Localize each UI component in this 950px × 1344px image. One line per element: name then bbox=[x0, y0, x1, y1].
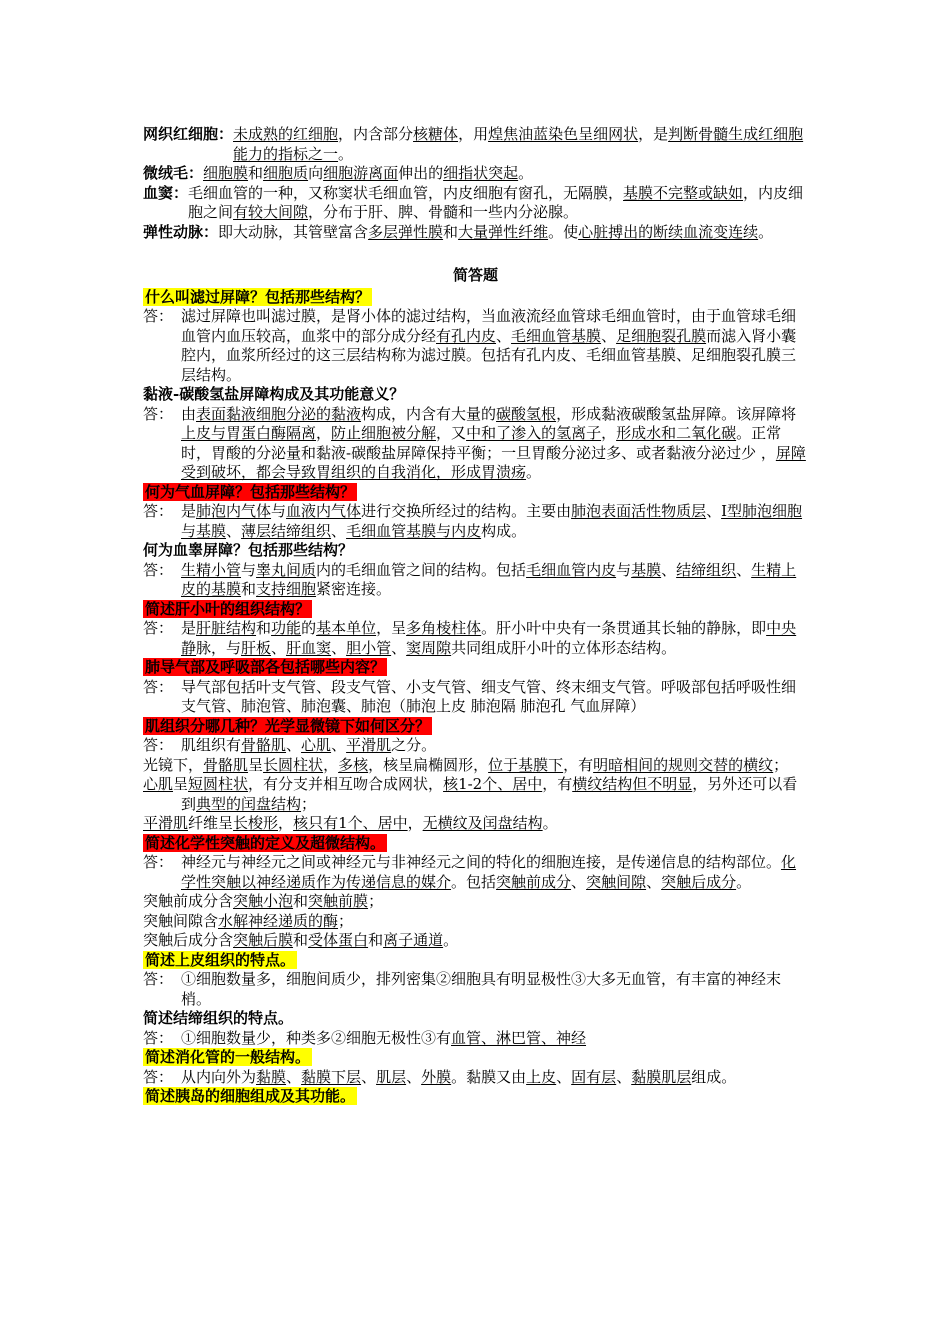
question: 黏液-碳酸氢盐屏障构成及其功能意义？ bbox=[143, 385, 405, 403]
definition-text: 细胞膜和细胞质向细胞游离面伸出的细指状突起。 bbox=[203, 164, 534, 182]
definition-item bbox=[143, 223, 808, 243]
answer bbox=[143, 561, 808, 600]
muscle-line: 心肌呈短圆柱状，有分支并相互吻合成网状，核1-2个、居中，有横纹结构但不明显，另外还可以看到典型的闰盘结构； bbox=[143, 775, 798, 813]
answer-label: 答： bbox=[143, 404, 174, 423]
answer-label: 答： bbox=[143, 677, 174, 696]
question: 简述上皮组织的特点。 bbox=[145, 950, 296, 969]
answer-label: 答： bbox=[143, 619, 174, 637]
question: 简述结缔组织的特点。 bbox=[143, 1009, 294, 1027]
definition-text: 即大动脉，其管壁富含多层弹性膜和大量弹性纤维。使心脏搏出的断续血流变连续。 bbox=[218, 222, 774, 241]
answer bbox=[143, 619, 808, 658]
synapse-line: 突触后成分含突触后膜和受体蛋白和离子通道。 bbox=[143, 931, 459, 949]
answer-text: 神经元与神经元之间或神经元与非神经元之间的特化的细胞连接，是传递信息的结构部位。化学性突触以神经递质作为传递信息的媒介。包括突触前成分、突触间隙、突触后成分。 bbox=[181, 853, 797, 891]
answer-label: 答： bbox=[143, 853, 174, 871]
question: 何为气血屏障？包括那些结构？ bbox=[145, 482, 356, 501]
answer-label: 答： bbox=[143, 736, 174, 754]
document-body bbox=[143, 125, 808, 1107]
section-title: 简答题 bbox=[452, 266, 498, 284]
answer-label: 答： bbox=[143, 1067, 174, 1086]
muscle-line: 平滑肌纤维呈长梭形，核只有1个、居中，无横纹及闰盘结构。 bbox=[143, 814, 558, 832]
answer-text: ①细胞数量少，种类多②细胞无极性③有血管、淋巴管、神经 bbox=[181, 1028, 587, 1047]
answer bbox=[143, 502, 808, 541]
definition-text: 毛细血管的一种，又称窦状毛细血管，内皮细胞有窗孔，无隔膜，基膜不完整或缺如，内皮细胞之间有较大间隙，分布于肝、脾、骨髓和一些内分泌腺。 bbox=[188, 183, 804, 221]
answer bbox=[143, 678, 808, 717]
muscle-line: 光镜下，骨骼肌呈长圆柱状，多核，核呈扁椭圆形，位于基膜下，有明暗相间的规则交替的横纹； bbox=[143, 755, 789, 774]
definition-item bbox=[143, 125, 808, 164]
answer-label: 答： bbox=[143, 560, 174, 579]
question: 简述化学性突触的定义及超微结构。 bbox=[145, 833, 386, 852]
answer-text: 是肝脏结构和功能的基本单位，呈多角棱柱体。肝小叶中央有一条贯通其长轴的静脉，即中央静脉，与肝板、肝血窦、胆小管、窦周隙共同组成肝小叶的立体形态结构。 bbox=[181, 619, 797, 657]
definition-term: 微绒毛： bbox=[143, 164, 204, 182]
question: 简述肝小叶的组织结构？ bbox=[145, 599, 311, 618]
definition-item bbox=[143, 164, 808, 184]
answer-text: 由表面黏液细胞分泌的黏液构成，内含有大量的碳酸氢根，形成黏液碳酸氢盐屏障。该屏障将上皮与胃蛋白酶隔离，防止细胞被分解，又中和了渗入的氢离子，形成水和二氧化碳。正常时，胃酸的分泌量和黏液-碳酸盐屏障保持平衡；一旦胃酸分泌过多、或者黏液分泌过少 ，屏障受到破坏，都会导致胃组织的自我消化，形成胃溃疡。 bbox=[181, 404, 806, 481]
definition-item bbox=[143, 184, 808, 223]
question: 肺导气部及呼吸部各包括哪些内容？ bbox=[145, 658, 386, 676]
answer bbox=[143, 1029, 808, 1049]
question: 什么叫滤过屏障？包括那些结构？ bbox=[145, 287, 371, 306]
answer-label: 答： bbox=[143, 970, 174, 988]
definition-term: 弹性动脉： bbox=[143, 222, 219, 241]
answer-label: 答： bbox=[143, 307, 174, 325]
answer bbox=[143, 853, 808, 892]
question: 何为血睾屏障？包括那些结构？ bbox=[143, 541, 354, 559]
question: 简述消化管的一般结构。 bbox=[145, 1048, 311, 1066]
definition-text: 未成熟的红细胞，内含部分核糖体，用煌焦油蓝染色呈细网状，是判断骨髓生成红细胞能力的指标之一。 bbox=[233, 125, 804, 163]
answer bbox=[143, 1068, 808, 1088]
answer-text: 是肺泡内气体与血液内气体进行交换所经过的结构。主要由肺泡表面活性物质层、I型肺泡细胞与基膜、薄层结缔组织、毛细血管基膜与内皮构成。 bbox=[181, 502, 803, 540]
answer bbox=[143, 405, 808, 483]
answer bbox=[143, 736, 808, 756]
answer-text: 肌组织有骨骼肌、心肌、平滑肌之分。 bbox=[181, 736, 437, 754]
answer-text: 生精小管与睾丸间质内的毛细血管之间的结构。包括毛细血管内皮与基膜、结缔组织、生精上皮的基膜和支持细胞紧密连接。 bbox=[181, 560, 797, 598]
answer-text: ①细胞数量多，细胞间质少，排列密集②细胞具有明显极性③大多无血管，有丰富的神经末梢。 bbox=[181, 970, 782, 1008]
definition-term: 网织红细胞： bbox=[143, 125, 234, 143]
answer-text: 导气部包括叶支气管、段支气管、小支气管、细支气管、终末细支气管。呼吸部包括呼吸性细支气管、肺泡管、肺泡囊、肺泡（肺泡上皮 肺泡隔 肺泡孔 气血屏障） bbox=[181, 677, 797, 715]
question: 简述胰岛的细胞组成及其功能。 bbox=[145, 1087, 356, 1105]
answer-label: 答： bbox=[143, 502, 174, 520]
answer bbox=[143, 970, 808, 1009]
definition-term: 血窦： bbox=[143, 183, 189, 202]
answer-text: 滤过屏障也叫滤过膜，是肾小体的滤过结构，当血液流经血管球毛细血管时，由于血管球毛细血管内血压较高，血浆中的部分成分经有孔内皮、毛细血管基膜、足细胞裂孔膜而滤入肾小囊腔内，血浆所经过的这三层结构称为滤过膜。包括有孔内皮、毛细血管基膜、足细胞裂孔膜三层结构。 bbox=[181, 307, 797, 384]
answer-label: 答： bbox=[143, 1028, 174, 1047]
answer-text: 从内向外为黏膜、黏膜下层、肌层、外膜。黏膜又由上皮、固有层、黏膜肌层组成。 bbox=[181, 1067, 737, 1086]
synapse-line: 突触间隙含水解神经递质的酶； bbox=[143, 911, 354, 930]
answer bbox=[143, 307, 808, 385]
question: 肌组织分哪几种？光学显微镜下如何区分？ bbox=[145, 716, 431, 735]
synapse-line: 突触前成分含突触小泡和突触前膜； bbox=[143, 892, 384, 910]
